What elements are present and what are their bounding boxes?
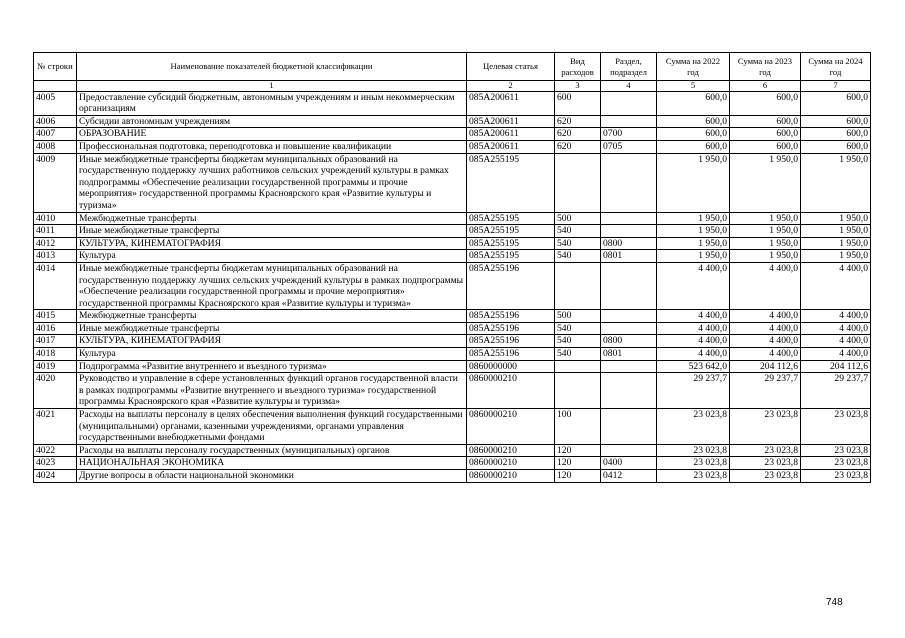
indicator-name: Межбюджетные трансферты	[77, 212, 467, 225]
sum-2024: 1 950,0	[801, 225, 871, 238]
header-name: Наименование показателей бюджетной классификации	[77, 53, 467, 81]
column-number: 6	[730, 81, 801, 92]
table-row	[34, 457, 871, 470]
header-section: Раздел, подраздел	[601, 53, 657, 81]
section-subsection	[601, 115, 657, 128]
table-row	[34, 115, 871, 128]
target-article: 085А255196	[467, 348, 555, 361]
target-article: 085А255196	[467, 262, 555, 309]
row-number: 4021	[34, 409, 77, 445]
table-row	[34, 128, 871, 141]
table-row	[34, 470, 871, 483]
sum-2024: 600,0	[801, 128, 871, 141]
target-article: 085А200611	[467, 140, 555, 153]
section-subsection	[601, 310, 657, 323]
sum-2023: 600,0	[730, 128, 801, 141]
indicator-name: КУЛЬТУРА, КИНЕМАТОГРАФИЯ	[77, 237, 467, 250]
sum-2022: 1 950,0	[657, 225, 730, 238]
header-vid: Вид расходов	[555, 53, 601, 81]
expense-type: 540	[555, 225, 601, 238]
sum-2022: 23 023,8	[657, 470, 730, 483]
indicator-name: Другие вопросы в области национальной экономики	[77, 470, 467, 483]
indicator-name: НАЦИОНАЛЬНАЯ ЭКОНОМИКА	[77, 457, 467, 470]
sum-2022: 23 023,8	[657, 409, 730, 445]
sum-2024: 1 950,0	[801, 250, 871, 263]
sum-2024: 23 023,8	[801, 470, 871, 483]
target-article: 0860000210	[467, 470, 555, 483]
row-number: 4009	[34, 153, 77, 212]
expense-type: 540	[555, 348, 601, 361]
column-number	[34, 81, 77, 92]
indicator-name: КУЛЬТУРА, КИНЕМАТОГРАФИЯ	[77, 335, 467, 348]
section-subsection	[601, 444, 657, 457]
section-subsection: 0412	[601, 470, 657, 483]
table-row	[34, 91, 871, 115]
row-number: 4011	[34, 225, 77, 238]
target-article: 085А255195	[467, 250, 555, 263]
expense-type: 620	[555, 115, 601, 128]
sum-2024: 4 400,0	[801, 310, 871, 323]
sum-2024: 1 950,0	[801, 212, 871, 225]
table-row	[34, 348, 871, 361]
sum-2023: 23 023,8	[730, 444, 801, 457]
section-subsection	[601, 212, 657, 225]
sum-2024: 600,0	[801, 115, 871, 128]
column-number: 2	[467, 81, 555, 92]
expense-type: 500	[555, 212, 601, 225]
expense-type: 540	[555, 322, 601, 335]
header-target: Целевая статья	[467, 53, 555, 81]
budget-table	[33, 52, 871, 483]
sum-2023: 204 112,6	[730, 360, 801, 373]
column-number: 1	[77, 81, 467, 92]
table-row	[34, 322, 871, 335]
section-subsection	[601, 360, 657, 373]
sum-2023: 23 023,8	[730, 470, 801, 483]
indicator-name: Руководство и управление в сфере установленных функций органов государственной власти в рамках подпрограммы «Развитие внутреннего и въездного туризма» государственной программы Красноярского края «Развитие культуры и туризма»	[77, 373, 467, 409]
sum-2022: 1 950,0	[657, 212, 730, 225]
expense-type: 540	[555, 335, 601, 348]
target-article: 085А200611	[467, 128, 555, 141]
section-subsection: 0800	[601, 335, 657, 348]
sum-2024: 4 400,0	[801, 322, 871, 335]
row-number: 4014	[34, 262, 77, 309]
indicator-name: Межбюджетные трансферты	[77, 310, 467, 323]
table-row	[34, 153, 871, 212]
sum-2023: 29 237,7	[730, 373, 801, 409]
table-row	[34, 360, 871, 373]
row-number: 4019	[34, 360, 77, 373]
row-number: 4010	[34, 212, 77, 225]
target-article: 085А255196	[467, 335, 555, 348]
row-number: 4012	[34, 237, 77, 250]
target-article: 0860000210	[467, 444, 555, 457]
table-row	[34, 225, 871, 238]
sum-2023: 4 400,0	[730, 322, 801, 335]
column-number: 7	[801, 81, 871, 92]
section-subsection	[601, 409, 657, 445]
table-row	[34, 262, 871, 309]
expense-type: 120	[555, 444, 601, 457]
header-row	[34, 53, 871, 81]
sum-2024: 4 400,0	[801, 348, 871, 361]
sum-2022: 1 950,0	[657, 250, 730, 263]
sum-2022: 523 642,0	[657, 360, 730, 373]
table-row	[34, 409, 871, 445]
section-subsection: 0705	[601, 140, 657, 153]
expense-type: 120	[555, 457, 601, 470]
sum-2023: 1 950,0	[730, 225, 801, 238]
indicator-name: Культура	[77, 250, 467, 263]
sum-2023: 1 950,0	[730, 250, 801, 263]
sum-2023: 1 950,0	[730, 237, 801, 250]
sum-2022: 1 950,0	[657, 237, 730, 250]
column-numbers-row	[34, 81, 871, 92]
sum-2024: 23 023,8	[801, 409, 871, 445]
section-subsection	[601, 153, 657, 212]
target-article: 085А255195	[467, 237, 555, 250]
sum-2022: 4 400,0	[657, 335, 730, 348]
table-body	[34, 91, 871, 482]
sum-2023: 1 950,0	[730, 153, 801, 212]
expense-type: 540	[555, 237, 601, 250]
target-article: 085А255195	[467, 212, 555, 225]
budget-sheet	[33, 52, 871, 483]
indicator-name: Культура	[77, 348, 467, 361]
sum-2023: 600,0	[730, 115, 801, 128]
indicator-name: Подпрограмма «Развитие внутреннего и въездного туризма»	[77, 360, 467, 373]
sum-2023: 600,0	[730, 140, 801, 153]
sum-2022: 1 950,0	[657, 153, 730, 212]
section-subsection: 0801	[601, 348, 657, 361]
section-subsection	[601, 262, 657, 309]
indicator-name: ОБРАЗОВАНИЕ	[77, 128, 467, 141]
column-number: 3	[555, 81, 601, 92]
row-number: 4018	[34, 348, 77, 361]
sum-2024: 4 400,0	[801, 262, 871, 309]
page-number: 748	[826, 597, 843, 608]
row-number: 4005	[34, 91, 77, 115]
target-article: 0860000000	[467, 360, 555, 373]
row-number: 4024	[34, 470, 77, 483]
table-row	[34, 373, 871, 409]
expense-type: 620	[555, 140, 601, 153]
row-number: 4020	[34, 373, 77, 409]
expense-type: 540	[555, 250, 601, 263]
sum-2023: 600,0	[730, 91, 801, 115]
section-subsection	[601, 373, 657, 409]
target-article: 0860000210	[467, 409, 555, 445]
sum-2022: 4 400,0	[657, 262, 730, 309]
table-row	[34, 250, 871, 263]
row-number: 4022	[34, 444, 77, 457]
indicator-name: Субсидии автономным учреждениям	[77, 115, 467, 128]
expense-type	[555, 373, 601, 409]
sum-2024: 23 023,8	[801, 457, 871, 470]
header-row-no: № строки	[34, 53, 77, 81]
indicator-name: Иные межбюджетные трансферты	[77, 225, 467, 238]
table-row	[34, 140, 871, 153]
sum-2022: 4 400,0	[657, 310, 730, 323]
target-article: 085А255195	[467, 225, 555, 238]
sum-2022: 4 400,0	[657, 322, 730, 335]
indicator-name: Иные межбюджетные трансферты бюджетам муниципальных образований на государственную поддержку лучших сельских учреждений культуры в рамках подпрограммы «Обеспечение реализации государственной программы и прочие мероприятия» государственной программы Красноярского края «Развитие культуры и туризма»	[77, 262, 467, 309]
sum-2023: 4 400,0	[730, 310, 801, 323]
sum-2024: 600,0	[801, 140, 871, 153]
expense-type: 500	[555, 310, 601, 323]
column-number: 5	[657, 81, 730, 92]
table-row	[34, 212, 871, 225]
table-row	[34, 444, 871, 457]
section-subsection	[601, 91, 657, 115]
table-row	[34, 310, 871, 323]
column-number: 4	[601, 81, 657, 92]
sum-2023: 23 023,8	[730, 457, 801, 470]
row-number: 4015	[34, 310, 77, 323]
expense-type	[555, 262, 601, 309]
table-row	[34, 335, 871, 348]
sum-2024: 1 950,0	[801, 237, 871, 250]
sum-2022: 23 023,8	[657, 444, 730, 457]
section-subsection: 0400	[601, 457, 657, 470]
header-sum-2023: Сумма на 2023 год	[730, 53, 801, 81]
sum-2024: 4 400,0	[801, 335, 871, 348]
sum-2023: 1 950,0	[730, 212, 801, 225]
sum-2023: 4 400,0	[730, 262, 801, 309]
section-subsection	[601, 225, 657, 238]
expense-type: 620	[555, 128, 601, 141]
expense-type	[555, 360, 601, 373]
sum-2023: 23 023,8	[730, 409, 801, 445]
indicator-name: Иные межбюджетные трансферты	[77, 322, 467, 335]
indicator-name: Предоставление субсидий бюджетным, автономным учреждениям и иным некоммерческим организациям	[77, 91, 467, 115]
sum-2022: 600,0	[657, 140, 730, 153]
sum-2023: 4 400,0	[730, 348, 801, 361]
expense-type: 600	[555, 91, 601, 115]
target-article: 0860000210	[467, 457, 555, 470]
sum-2024: 29 237,7	[801, 373, 871, 409]
sum-2024: 23 023,8	[801, 444, 871, 457]
sum-2024: 600,0	[801, 91, 871, 115]
sum-2023: 4 400,0	[730, 335, 801, 348]
sum-2022: 600,0	[657, 128, 730, 141]
target-article: 085А200611	[467, 115, 555, 128]
header-sum-2024: Сумма на 2024 год	[801, 53, 871, 81]
target-article: 085А255196	[467, 322, 555, 335]
row-number: 4016	[34, 322, 77, 335]
sum-2022: 29 237,7	[657, 373, 730, 409]
expense-type	[555, 153, 601, 212]
indicator-name: Расходы на выплаты персоналу в целях обеспечения выполнения функций государственными (муниципальными) органами, казенными учреждениями, органами управления государственными внебюджетными фондами	[77, 409, 467, 445]
indicator-name: Расходы на выплаты персоналу государственных (муниципальных) органов	[77, 444, 467, 457]
sum-2024: 204 112,6	[801, 360, 871, 373]
row-number: 4017	[34, 335, 77, 348]
row-number: 4023	[34, 457, 77, 470]
header-sum-2022: Сумма на 2022 год	[657, 53, 730, 81]
target-article: 085А200611	[467, 91, 555, 115]
sum-2022: 600,0	[657, 91, 730, 115]
target-article: 085А255196	[467, 310, 555, 323]
section-subsection: 0700	[601, 128, 657, 141]
row-number: 4007	[34, 128, 77, 141]
row-number: 4013	[34, 250, 77, 263]
table-row	[34, 237, 871, 250]
row-number: 4008	[34, 140, 77, 153]
target-article: 085А255195	[467, 153, 555, 212]
row-number: 4006	[34, 115, 77, 128]
expense-type: 100	[555, 409, 601, 445]
expense-type: 120	[555, 470, 601, 483]
section-subsection: 0801	[601, 250, 657, 263]
target-article: 0860000210	[467, 373, 555, 409]
indicator-name: Профессиональная подготовка, переподготовка и повышение квалификации	[77, 140, 467, 153]
sum-2022: 4 400,0	[657, 348, 730, 361]
sum-2022: 600,0	[657, 115, 730, 128]
section-subsection	[601, 322, 657, 335]
sum-2022: 23 023,8	[657, 457, 730, 470]
sum-2024: 1 950,0	[801, 153, 871, 212]
indicator-name: Иные межбюджетные трансферты бюджетам муниципальных образований на государственную поддержку лучших работников сельских учреждений культуры в рамках подпрограммы «Обеспечение реализации государственной программы и прочие мероприятия» государственной программы Красноярского края «Развитие культуры и туризма»	[77, 153, 467, 212]
section-subsection: 0800	[601, 237, 657, 250]
